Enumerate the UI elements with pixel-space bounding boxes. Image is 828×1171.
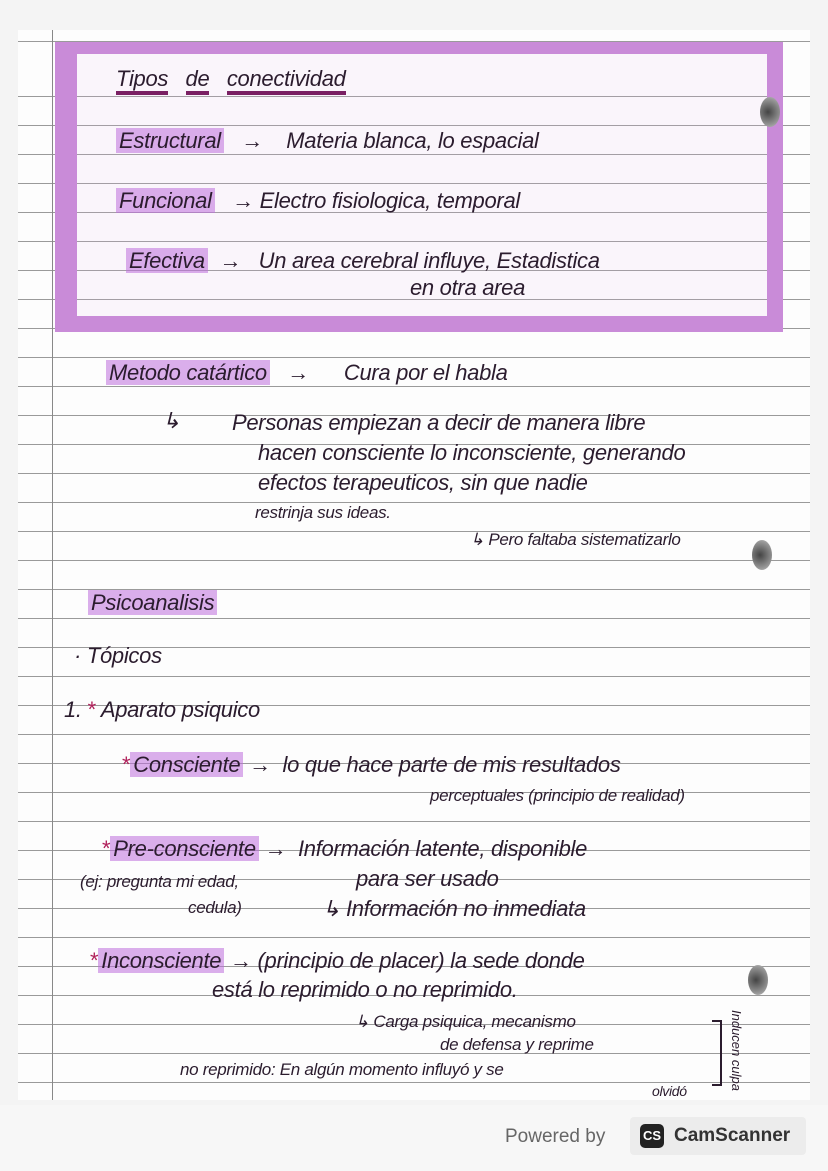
- definition: Un area cerebral influye, Estadistica: [258, 248, 600, 273]
- item-heading: [64, 697, 260, 723]
- arrow: →: [232, 188, 254, 213]
- star-icon: *: [102, 836, 111, 861]
- sub-arrow: ↳: [162, 408, 181, 433]
- camscanner-brand: CamScanner: [674, 1125, 791, 1146]
- item-title: Aparato psiquico: [100, 697, 260, 722]
- vertical-side-note: Inducen culpa: [729, 1010, 744, 1091]
- note-row: [116, 188, 520, 214]
- camscanner-logo-icon: CS: [640, 1124, 664, 1148]
- sub-note: de defensa y reprime: [440, 1035, 594, 1054]
- term: Efectiva: [126, 248, 208, 273]
- definition-cont: para ser usado: [356, 866, 499, 891]
- note-row: [102, 836, 587, 862]
- example: (ej: pregunta mi edad,: [80, 872, 239, 891]
- term: Estructural: [116, 128, 224, 153]
- text-line: efectos terapeuticos, sin que nadie: [258, 470, 588, 495]
- powered-by-text: Powered by: [505, 1126, 606, 1147]
- arrow: →: [219, 248, 242, 273]
- note-row: [106, 360, 508, 386]
- note-row: [126, 248, 600, 274]
- sub-note: olvidó: [652, 1083, 687, 1099]
- definition-cont: en otra area: [410, 275, 526, 300]
- term: Metodo catártico: [106, 360, 270, 385]
- definition-cont: perceptuales (principio de realidad): [430, 786, 685, 805]
- title-word: Tipos: [116, 66, 168, 95]
- section-title: [88, 590, 217, 616]
- arrow: →: [287, 360, 309, 385]
- definition: Información latente, disponible: [297, 836, 588, 861]
- text-line: Personas empiezan a decir de manera libre: [232, 410, 646, 435]
- title-word: de: [186, 66, 210, 95]
- sub-note: ↳ Carga psiquica, mecanismo: [355, 1012, 576, 1031]
- definition: Cura por el habla: [343, 360, 508, 385]
- sub-note: no reprimido: En algún momento influyó y se: [180, 1060, 504, 1079]
- arrow: →: [264, 836, 287, 861]
- section-title: [116, 66, 346, 92]
- example: cedula): [188, 898, 242, 917]
- definition: lo que hace parte de mis resultados: [282, 752, 621, 777]
- term: Inconsciente: [98, 948, 224, 973]
- sub-note: ↳ Información no inmediata: [322, 896, 586, 921]
- side-note: ↳ Pero faltaba sistematizarlo: [470, 530, 681, 549]
- definition-cont: está lo reprimido o no reprimido.: [212, 977, 518, 1002]
- section-title-text: Psicoanalisis: [88, 590, 217, 615]
- bracket: [712, 1020, 722, 1086]
- term: Funcional: [116, 188, 215, 213]
- definition: Materia blanca, lo espacial: [286, 128, 539, 153]
- topicos-heading: · Tópicos: [74, 643, 162, 668]
- arrow: →: [241, 128, 263, 153]
- note-row: [90, 948, 585, 974]
- term: Consciente: [130, 752, 243, 777]
- text-line: restrinja sus ideas.: [255, 503, 391, 522]
- star-icon: *: [122, 752, 131, 777]
- arrow: →: [249, 752, 271, 777]
- definition: Electro fisiologica, temporal: [259, 188, 520, 213]
- note-row: [116, 128, 539, 154]
- binder-hole: [752, 540, 772, 570]
- definition: (principio de placer) la sede donde: [257, 948, 585, 973]
- binder-hole: [748, 965, 768, 995]
- title-word: conectividad: [227, 66, 346, 95]
- binder-hole: [760, 97, 780, 127]
- term: Pre-consciente: [110, 836, 259, 861]
- star-icon: *: [90, 948, 99, 973]
- star-icon: *: [87, 697, 96, 722]
- margin-line: [52, 30, 53, 1100]
- item-number: 1.: [64, 697, 82, 722]
- text-line: hacen consciente lo inconsciente, generando: [258, 440, 686, 465]
- arrow: →: [230, 948, 252, 973]
- note-row: [122, 752, 621, 778]
- camscanner-badge: [630, 1117, 806, 1155]
